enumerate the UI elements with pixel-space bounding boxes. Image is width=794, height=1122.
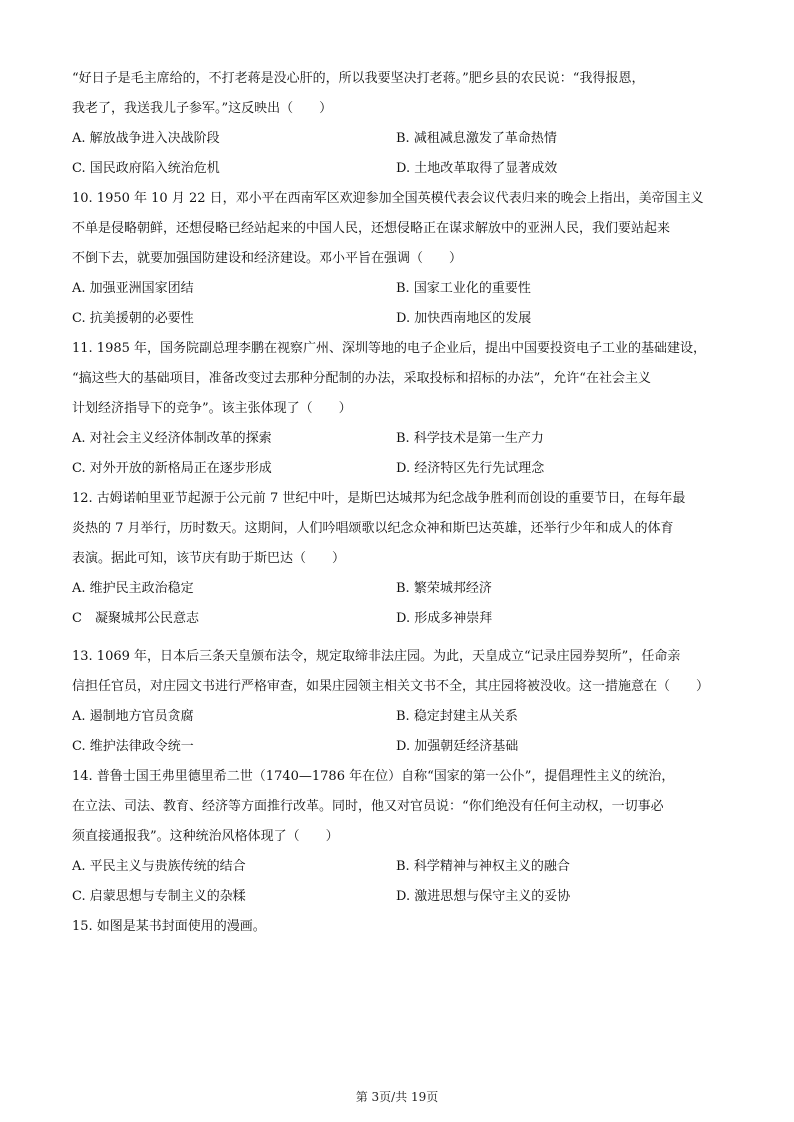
question-text-line: 炎热的 7 月举行，历时数天。这期间，人们吟唱颂歌以纪念众神和斯巴达英雄，还举行少年和成人的体育 — [72, 521, 674, 536]
option-a: A. 加强亚洲国家团结 — [72, 281, 194, 296]
question-14 — [72, 762, 722, 912]
question-text-line: 在立法、司法、教育、经济等方面推行改革。同时，他又对官员说：“你们绝没有任何主动权，一切事必 — [72, 799, 664, 814]
option-d: D. 激进思想与保守主义的妥协 — [396, 889, 571, 904]
option-grid — [72, 274, 722, 334]
option-grid — [72, 852, 722, 912]
question-text-line: 15. 如图是某书封面使用的漫画。 — [72, 919, 266, 934]
question-11 — [72, 334, 722, 484]
question-text-line: 11. 1985 年，国务院副总理李鹏在视察广州、深圳等地的电子企业后，提出中国要投资电子工业的基础建设， — [72, 341, 707, 356]
option-c: C 凝聚城邦公民意志 — [72, 611, 199, 626]
option-grid — [72, 424, 722, 484]
question-text-line: 13. 1069 年，日本后三条天皇颁布法令，规定取缔非法庄园。为此，天皇成立“记录庄园券契所”，任命亲 — [72, 649, 681, 664]
option-a: A. 平民主义与贵族传统的结合 — [72, 859, 246, 874]
question-text-line: 不倒下去，就要加强国防建设和经济建设。邓小平旨在强调（ ） — [72, 251, 463, 266]
option-d: D. 土地改革取得了显著成效 — [396, 161, 558, 176]
option-c: C. 对外开放的新格局正在逐步形成 — [72, 461, 272, 476]
question-text-line: 10. 1950 年 10 月 22 日，邓小平在西南军区欢迎参加全国英模代表会议代表归来的晚会上指出，美帝国主义 — [72, 191, 704, 206]
option-c: C. 维护法律政令统一 — [72, 739, 194, 754]
option-a: A. 解放战争进入决战阶段 — [72, 131, 220, 146]
question-10 — [72, 184, 722, 334]
question-text-line: 须直接通报我”。这种统治风格体现了（ ） — [72, 829, 339, 844]
page-number: 第 3页/共 19页 — [355, 1090, 439, 1104]
question-12 — [72, 484, 722, 634]
option-c: C. 启蒙思想与专制主义的杂糅 — [72, 889, 246, 904]
option-d: D. 形成多神崇拜 — [396, 611, 493, 626]
option-b: B. 科学技术是第一生产力 — [396, 431, 544, 446]
option-a: A. 对社会主义经济体制改革的探索 — [72, 431, 272, 446]
question-text-line: 计划经济指导下的竞争”。该主张体现了（ ） — [72, 401, 352, 416]
option-b: B. 国家工业化的重要性 — [396, 281, 531, 296]
option-grid — [72, 702, 722, 762]
spacer — [72, 634, 722, 642]
option-b: B. 减租减息激发了革命热情 — [396, 131, 557, 146]
question-list — [72, 64, 722, 942]
option-b: B. 繁荣城邦经济 — [396, 581, 492, 596]
question-9-continued — [72, 64, 722, 184]
question-text-line: 12. 古姆诺帕里亚节起源于公元前 7 世纪中叶，是斯巴达城邦为纪念战争胜利而创设的重要节日，在每年最 — [72, 491, 686, 506]
option-d: D. 加快西南地区的发展 — [396, 311, 532, 326]
option-a: A. 遏制地方官员贪腐 — [72, 709, 194, 724]
option-grid — [72, 124, 722, 184]
option-b: B. 稳定封建主从关系 — [396, 709, 518, 724]
question-text-line: 我老了，我送我儿子参军。”这反映出（ ） — [72, 101, 333, 116]
question-text-line: “好日子是毛主席给的，不打老蒋是没心肝的，所以我要坚决打老蒋。”肥乡县的农民说：“我得报恩， — [72, 71, 645, 86]
question-text-line: 表演。据此可知，该节庆有助于斯巴达（ ） — [72, 551, 346, 566]
question-13 — [72, 642, 722, 762]
option-d: D. 加强朝廷经济基础 — [396, 739, 519, 754]
option-b: B. 科学精神与神权主义的融合 — [396, 859, 570, 874]
option-c: C. 国民政府陷入统治危机 — [72, 161, 220, 176]
option-a: A. 维护民主政治稳定 — [72, 581, 194, 596]
question-text-line: “搞这些大的基础项目，准备改变过去那种分配制的办法，采取投标和招标的办法”，允许“在社会主义 — [72, 371, 651, 386]
option-grid — [72, 574, 722, 634]
option-c: C. 抗美援朝的必要性 — [72, 311, 194, 326]
question-text-line: 信担任官员，对庄园文书进行严格审查，如果庄园领主相关文书不全，其庄园将被没收。这一措施意在（ ） — [72, 679, 710, 694]
question-15 — [72, 912, 722, 942]
question-text-line: 14. 普鲁士国王弗里德里希二世（1740—1786 年在位）自称“国家的第一公仆”，提倡理性主义的统治， — [72, 769, 675, 784]
option-d: D. 经济特区先行先试理念 — [396, 461, 545, 476]
question-text-line: 不单是侵略朝鲜，还想侵略已经站起来的中国人民，还想侵略正在谋求解放中的亚洲人民，我们要站起来 — [72, 221, 671, 236]
